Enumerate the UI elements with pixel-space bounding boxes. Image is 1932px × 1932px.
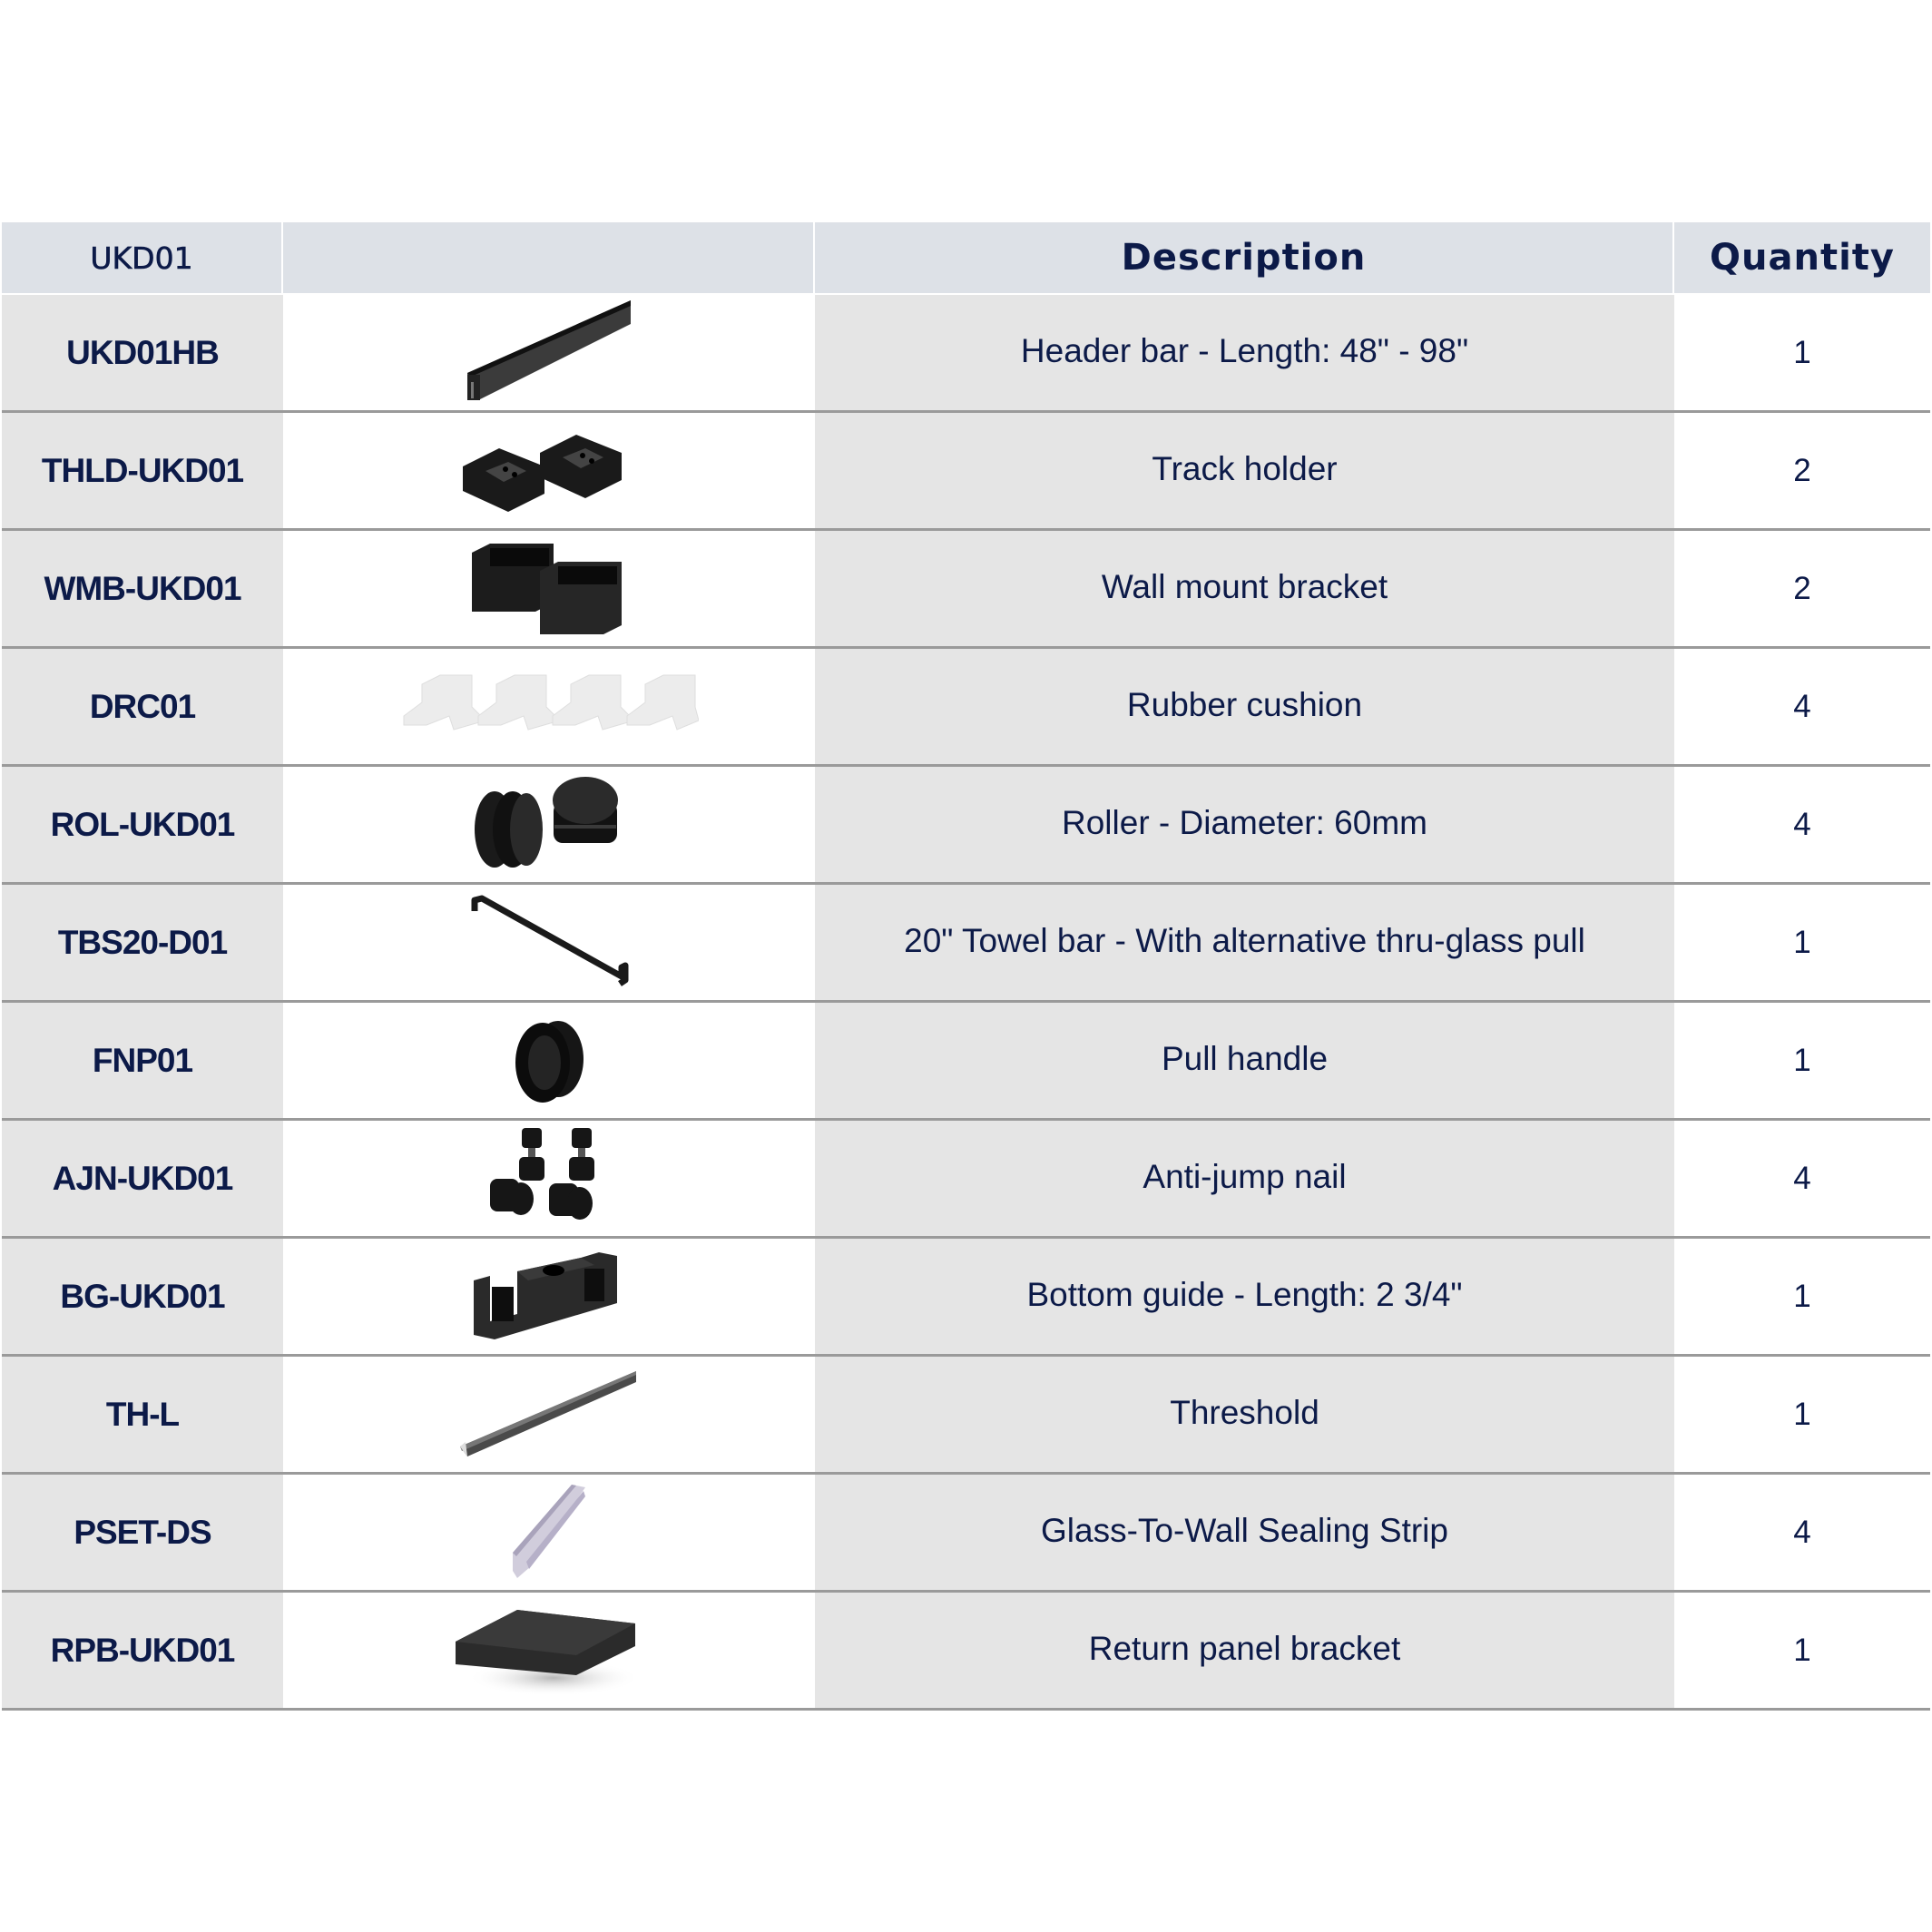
part-quantity: 2 [1674,413,1930,528]
table-row [2,1003,1930,1121]
part-image [283,531,815,646]
part-image [283,767,815,882]
part-code: THLD-UKD01 [2,413,283,528]
table-row [2,1239,1930,1357]
part-code: ROL-UKD01 [2,767,283,882]
table-row [2,1475,1930,1593]
header-bar-icon [458,299,640,407]
table-row [2,295,1930,413]
part-description: Return panel bracket [815,1593,1674,1708]
part-code: WMB-UKD01 [2,531,283,646]
part-quantity: 2 [1674,531,1930,646]
rubber-cushion-icon [399,671,699,743]
part-code: PSET-DS [2,1475,283,1590]
part-description: Roller - Diameter: 60mm [815,767,1674,882]
part-image [283,1357,815,1472]
part-code: DRC01 [2,649,283,764]
part-quantity: 1 [1674,1357,1930,1472]
header-description: Description [815,222,1672,293]
track-holder-icon [458,426,640,516]
return-panel-bracket-icon [454,1601,644,1701]
part-description: Header bar - Length: 48" - 98" [815,295,1674,410]
part-code: UKD01HB [2,295,283,410]
roller-icon [467,775,631,875]
part-description: 20" Towel bar - With alternative thru-glass pull [815,885,1674,1000]
bottom-guide-icon [472,1249,626,1344]
wall-mount-bracket-icon [467,539,631,639]
part-description: Anti-jump nail [815,1121,1674,1236]
table-header [2,222,1930,293]
part-image [283,885,815,1000]
table-row [2,649,1930,767]
part-description: Wall mount bracket [815,531,1674,646]
part-quantity: 1 [1674,1239,1930,1354]
header-quantity: Quantity [1674,222,1930,293]
table-row [2,413,1930,531]
towel-bar-icon [467,893,631,993]
table-row [2,1357,1930,1475]
part-image [283,1475,815,1590]
anti-jump-nail-icon [481,1124,617,1233]
part-code: TH-L [2,1357,283,1472]
part-code: RPB-UKD01 [2,1593,283,1708]
part-description: Track holder [815,413,1674,528]
part-quantity: 4 [1674,1475,1930,1590]
header-image [283,222,813,293]
part-code: BG-UKD01 [2,1239,283,1354]
part-description: Rubber cushion [815,649,1674,764]
part-quantity: 4 [1674,1121,1930,1236]
part-code: AJN-UKD01 [2,1121,283,1236]
parts-table [2,222,1930,1711]
part-quantity: 1 [1674,885,1930,1000]
part-description: Threshold [815,1357,1674,1472]
table-row [2,1121,1930,1239]
part-quantity: 1 [1674,1003,1930,1118]
sealing-strip-icon [504,1480,594,1584]
part-image [283,1003,815,1118]
part-image [283,1593,815,1708]
table-row [2,767,1930,885]
part-code: TBS20-D01 [2,885,283,1000]
part-description: Pull handle [815,1003,1674,1118]
part-quantity: 4 [1674,649,1930,764]
table-row [2,531,1930,649]
header-code: UKD01 [2,222,281,293]
part-quantity: 1 [1674,1593,1930,1708]
part-image [283,413,815,528]
part-code: FNP01 [2,1003,283,1118]
part-quantity: 1 [1674,295,1930,410]
part-image [283,1121,815,1236]
table-row [2,1593,1930,1711]
part-image [283,649,815,764]
part-description: Bottom guide - Length: 2 3/4" [815,1239,1674,1354]
table-row [2,885,1930,1003]
part-description: Glass-To-Wall Sealing Strip [815,1475,1674,1590]
part-quantity: 4 [1674,767,1930,882]
part-image [283,295,815,410]
threshold-icon [458,1369,640,1460]
pull-handle-icon [508,1015,590,1106]
part-image [283,1239,815,1354]
